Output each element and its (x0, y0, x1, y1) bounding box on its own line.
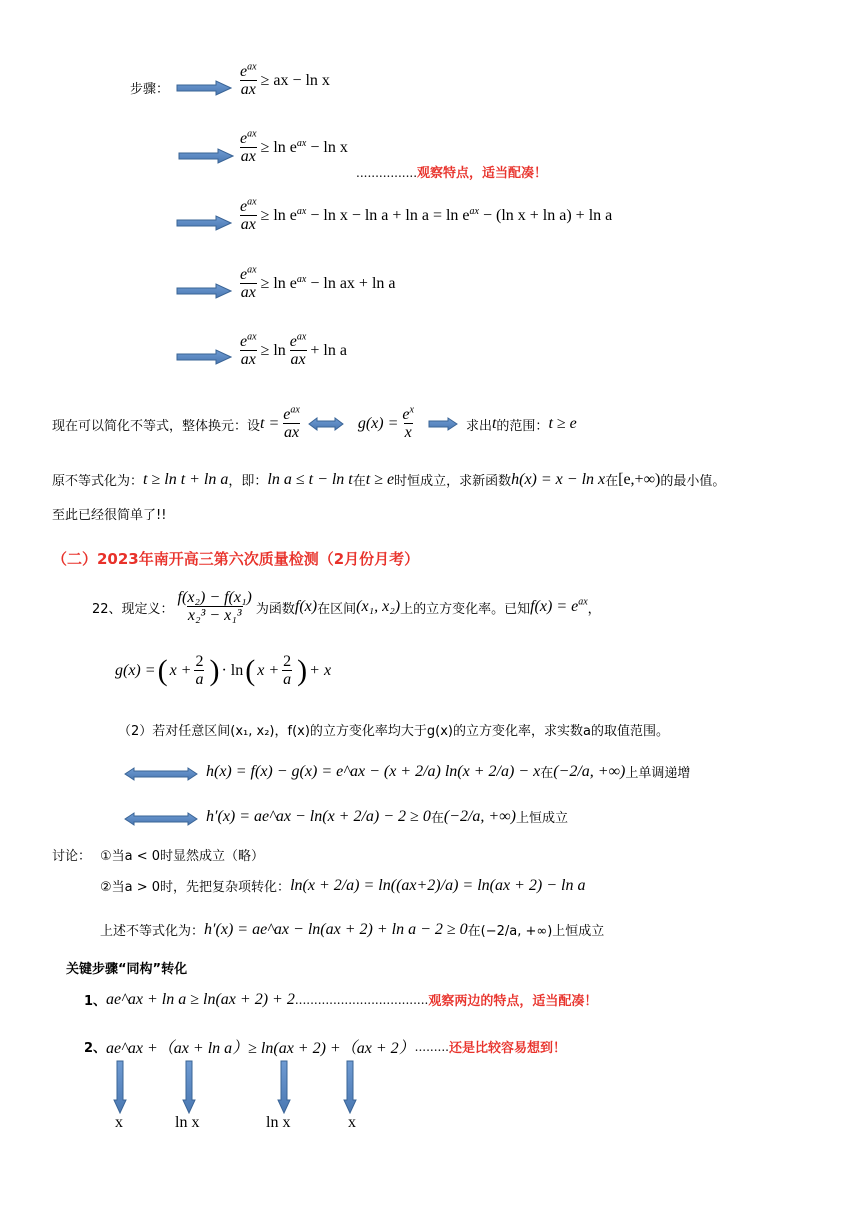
key-step-1: 1、 ae^ax + ln a ≥ ln(ax + 2) + 2 ................................... 观察两边的特点，适当配凑！ (84, 990, 598, 1009)
double-arrow-icon (124, 812, 198, 826)
case-1: ①当a < 0时显然成立（略） (100, 849, 265, 864)
bottom-label-1: x (115, 1114, 123, 1131)
down-arrow-icon (343, 1060, 357, 1114)
bottom-label-2: ln x (175, 1114, 200, 1131)
case-2: ②当a > 0时，先把复杂项转化： ln(x + 2/a) = ln((ax+2)/a) = ln(ax + 2) − ln a (100, 876, 586, 895)
case-3: 上述不等式化为： h′(x) = ae^ax − ln(ax + 2) + ln a − 2 ≥ 0 在(−2/a, +∞)上恒成立 (100, 920, 605, 939)
note-1: ................观察特点，适当配凑！ (356, 166, 548, 181)
right-arrow-icon (176, 283, 232, 299)
down-arrow-icon (182, 1060, 196, 1114)
section-title: （二）2023年南开高三第六次质量检测（2月份月考） (52, 550, 420, 568)
key-step-2: 2、 ae^ax +（ax + ln a）≥ ln(ax + 2) +（ax + 2） ......... 还是比较容易想到！ (84, 1039, 566, 1057)
step-5: $\frac{e^{ax}}{ax}$ ≥ ln $\frac{e^{ax}}{ax}$ + ln a (240, 331, 347, 368)
h-line: h(x) = f(x) − g(x) = e^ax − (x + 2/a) ln(x + 2/a) − x 在 (−2/a, +∞) 上单调递增 (206, 762, 691, 781)
down-arrow-icon (277, 1060, 291, 1114)
step-4: $\frac{e^{ax}}{ax}$ ≥ $\ln e^{ax} - \ln$ ax + ln a (240, 264, 396, 301)
part2-question: （2）若对任意区间(x₁, x₂)，f(x)的立方变化率均大于g(x)的立方变化率，求实数a的取值范围。 (118, 724, 669, 739)
simple-done: 至此已经很简单了!! (52, 508, 167, 523)
step-2: $\frac{e^{ax}}{ax}$ ≥ $\ln e^{ax} - \ln x$ (240, 128, 348, 165)
g-definition: g(x) = ( x + $\frac{2}{a}$ ) · ln ( x + $\frac{2}{a}$ ) + x (115, 652, 332, 688)
discuss-label: 讨论： (52, 849, 92, 864)
right-arrow-icon (176, 215, 232, 231)
hp-line: h′(x) = ae^ax − ln(x + 2/a) − 2 ≥ 0 在 (−2/a, +∞) 上恒成立 (206, 807, 568, 826)
down-arrow-icon (113, 1060, 127, 1114)
double-arrow-icon (124, 767, 198, 781)
step-3: $\frac{e^{ax}}{ax}$ ≥ $\ln e^{ax} - \ln x - \ln a + \ln a = \ln e^{ax} - (\ln$ x + ln a) + ln a (240, 196, 613, 233)
simplify-line: 现在可以简化不等式，整体换元：设 t = $\frac{e^{ax}}{ax}$ g(x) = $\frac{e^x}{x}$ 求出 t 的范围： t ≥ e (52, 404, 577, 441)
right-arrow-icon (176, 80, 232, 96)
bottom-label-4: x (348, 1114, 356, 1131)
right-arrow-icon (178, 148, 234, 164)
key-title: 关键步骤“同构”转化 (66, 962, 188, 977)
right-arrow-icon (428, 417, 458, 431)
steps-label: 步骤： (130, 82, 170, 97)
step-1: $\frac{e^{ax}}{ax}$ ≥ ax − ln x (240, 61, 330, 98)
double-arrow-icon (308, 417, 344, 431)
bottom-label-3: ln x (266, 1114, 291, 1131)
q22-line: 22、现定义： $\frac{\text{f(x₂) − f(x₁)}}{\text{x₂³ − x₁³}}$ 为函数 f(x) 在区间 (x₁, x₂) 上的立方变化率。已知 $f(x) = e^{ax}$ ， (92, 588, 601, 624)
original-line: 原不等式化为： t ≥ ln t + ln a ，即： ln a ≤ t − ln t 在 t ≥ e 时恒成立，求新函数 h(x) = x − ln x 在 [e,+∞) 的最小值。 (52, 470, 726, 489)
right-arrow-icon (176, 349, 232, 365)
